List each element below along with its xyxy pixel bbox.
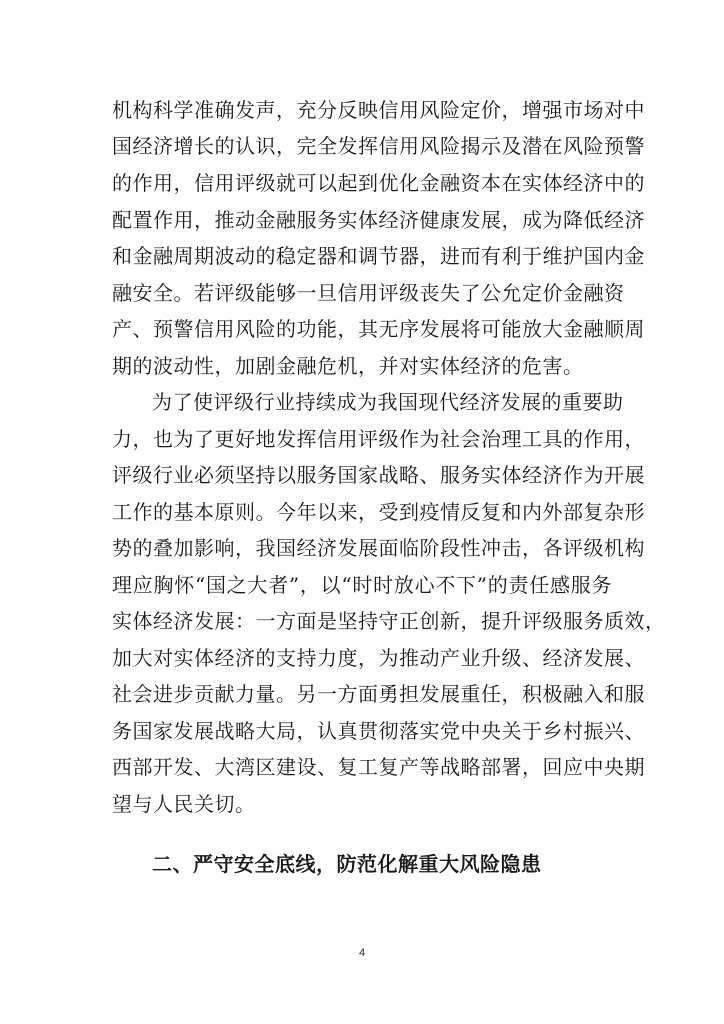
paragraph-2-line: 实体经济发展：一方面是坚持守正创新，提升评级服务质效， xyxy=(112,609,666,633)
paragraph-2-line: 加大对实体经济的支持力度，为推动产业升级、经济发展、 xyxy=(112,646,645,670)
paragraph-2-line: 工作的基本原则。今年以来，受到疫情反复和内外部复杂形 xyxy=(112,500,645,524)
paragraph-1-line: 国经济增长的认识，完全发挥信用风险揭示及潜在风险预警 xyxy=(112,134,645,158)
paragraph-2-line: 西部开发、大湾区建设、复工复产等战略部署，回应中央期 xyxy=(112,755,645,779)
paragraph-2-line: 为了使评级行业持续成为我国现代经济发展的重要助 xyxy=(152,390,624,414)
paragraph-1-line: 和金融周期波动的稳定器和调节器，进而有利于维护国内金 xyxy=(112,244,645,268)
paragraph-2-line: 评级行业必须坚持以服务国家战略、服务实体经济作为开展 xyxy=(112,463,645,487)
paragraph-2-line: 务国家发展战略大局，认真贯彻落实党中央关于乡村振兴、 xyxy=(112,719,645,743)
page-number: 4 xyxy=(358,947,366,959)
paragraph-2-line: 社会进步贡献力量。另一方面勇担发展重任，积极融入和服 xyxy=(112,682,645,706)
paragraph-1-line: 配置作用，推动金融服务实体经济健康发展，成为降低经济 xyxy=(112,208,645,232)
paragraph-1-line: 机构科学准确发声，充分反映信用风险定价，增强市场对中 xyxy=(112,98,645,122)
section-heading: 二、严守安全底线，防范化解重大风险隐患 xyxy=(152,852,542,876)
paragraph-1-line: 融安全。若评级能够一旦信用评级丧失了公允定价金融资 xyxy=(112,281,625,305)
paragraph-2-line: 望与人民关切。 xyxy=(112,792,256,816)
paragraph-1-line: 的作用，信用评级就可以起到优化金融资本在实体经济中的 xyxy=(112,171,645,195)
paragraph-1-line: 产、预警信用风险的功能，其无序发展将可能放大金融顺周 xyxy=(112,317,645,341)
paragraph-2-line: 势的叠加影响，我国经济发展面临阶段性冲击，各评级机构 xyxy=(112,536,645,560)
paragraph-2-line: 力，也为了更好地发挥信用评级作为社会治理工具的作用， xyxy=(112,427,645,451)
paragraph-2-line: 理应胸怀“国之大者”，以“时时放心不下”的责任感服务 xyxy=(112,573,612,597)
paragraph-1-line: 期的波动性，加剧金融危机，并对实体经济的危害。 xyxy=(112,354,584,378)
